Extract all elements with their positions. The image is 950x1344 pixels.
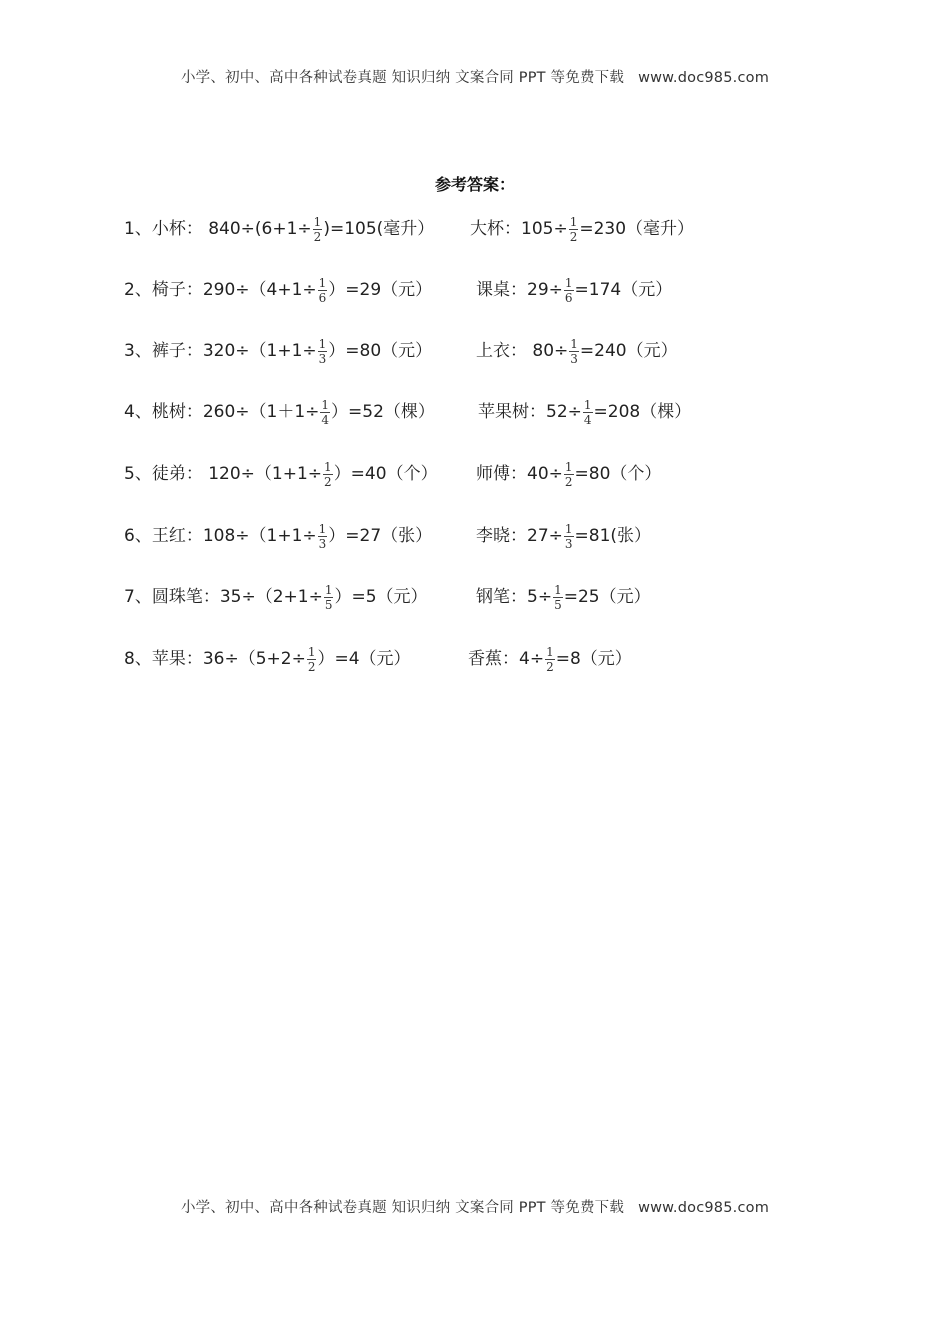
answer-part-b-result: =230（毫升） [579,219,695,239]
answer-part-a-result: ）=5（元） [334,587,428,607]
fraction-denominator: 3 [570,351,578,366]
answer-part-b [478,382,691,442]
fraction-numerator: 1 [324,582,333,597]
fraction-numerator: 1 [313,214,322,229]
fraction [318,337,328,366]
answer-part-b-result: =25（元） [563,587,651,607]
header-site: www.doc985.com [638,70,770,86]
fraction-numerator: 1 [324,459,332,474]
fraction-denominator: 4 [583,412,592,427]
fraction [318,522,328,551]
fraction [569,215,579,244]
fraction [320,398,330,427]
answer-part-a-expression: 8、苹果：36÷（5+2÷ [124,649,306,669]
fraction-numerator: 1 [564,521,573,536]
fraction-denominator: 2 [324,474,332,489]
answer-part-a [124,444,438,504]
page-footer [0,1196,950,1217]
answer-part-b-result: =208（棵） [593,402,692,422]
fraction-numerator: 1 [583,397,592,412]
fraction-numerator: 1 [554,582,562,597]
answer-part-b [476,444,661,504]
answer-part-a [124,567,428,627]
answer-part-b [476,567,651,627]
fraction-denominator: 6 [318,290,327,305]
fraction [569,337,579,366]
answer-part-a-expression: 7、圆珠笔：35÷（2+1÷ [124,587,323,607]
answer-part-b [476,260,672,320]
answer-part-a-expression: 5、徒弟： 120÷（1+1÷ [124,464,323,484]
answer-part-a-result: ）=80（元） [328,341,433,361]
answer-part-b-expression: 钢笔：5÷ [476,587,553,607]
answer-part-b-result: =80（个） [574,464,662,484]
page-header [0,66,950,87]
answer-part-a-result: ）=27（张） [328,526,433,546]
fraction [324,583,334,612]
answer-part-a [124,321,432,381]
answer-part-b-expression: 师傅：40÷ [476,464,563,484]
answer-part-b [476,321,678,381]
answer-part-b [468,629,632,689]
answer-part-b-result: =8（元） [555,649,632,669]
answer-part-b-expression: 上衣： 80÷ [476,341,569,361]
fraction-denominator: 6 [564,290,573,305]
header-text: 小学、初中、高中各种试卷真题 知识归纳 文案合同 PPT 等免费下载 [180,70,625,86]
fraction-denominator: 3 [318,351,327,366]
fraction-denominator: 2 [313,229,322,244]
answer-part-a [124,629,411,689]
answer-part-b-result: =174（元） [574,280,673,300]
fraction [313,215,323,244]
fraction-numerator: 1 [307,644,316,659]
fraction-denominator: 2 [564,474,573,489]
fraction-denominator: 2 [546,659,554,674]
fraction-numerator: 1 [318,521,327,536]
answer-part-b [470,199,694,259]
answer-part-b-expression: 香蕉：4÷ [468,649,545,669]
answer-part-a-result: ）=40（个） [333,464,438,484]
footer-text: 小学、初中、高中各种试卷真题 知识归纳 文案合同 PPT 等免费下载 [180,1200,625,1216]
fraction-denominator: 3 [564,536,573,551]
answer-part-a-result: ）=29（元） [328,280,433,300]
answer-part-b-expression: 课桌：29÷ [476,280,563,300]
answer-part-a-result: ）=4（元） [317,649,411,669]
answer-part-a-expression: 4、桃树：260÷（1＋1÷ [124,402,320,422]
answer-part-a [124,506,432,566]
answer-part-b-expression: 大杯：105÷ [470,219,568,239]
answer-part-b-expression: 苹果树：52÷ [478,402,582,422]
fraction [564,522,574,551]
fraction-numerator: 1 [564,275,573,290]
fraction-numerator: 1 [564,459,573,474]
fraction [545,645,555,674]
answer-part-a [124,382,435,442]
answer-part-b-expression: 李晓：27÷ [476,526,563,546]
answer-part-a [124,260,432,320]
answer-part-a [124,199,434,259]
page-title: 参考答案： [434,175,515,194]
answer-part-b-result: =81(张） [574,526,652,546]
fraction [583,398,593,427]
fraction-denominator: 3 [318,536,327,551]
fraction [318,276,328,305]
fraction-numerator: 1 [546,644,554,659]
fraction-numerator: 1 [569,214,578,229]
fraction-denominator: 5 [324,597,333,612]
answer-part-b-result: =240（元） [579,341,678,361]
footer-site: www.doc985.com [638,1200,770,1216]
fraction [323,460,333,489]
fraction-denominator: 2 [569,229,578,244]
fraction-denominator: 4 [321,412,330,427]
answer-part-a-expression: 2、椅子：290÷（4+1÷ [124,280,317,300]
fraction [564,460,574,489]
answer-part-a-result: ）=52（棵） [331,402,435,422]
answer-part-b [476,506,651,566]
fraction-numerator: 1 [570,336,578,351]
fraction [553,583,563,612]
answer-part-a-expression: 6、王红：108÷（1+1÷ [124,526,317,546]
fraction-denominator: 5 [554,597,562,612]
fraction [307,645,317,674]
answer-part-a-result: )=105(毫升） [323,219,435,239]
fraction-numerator: 1 [318,275,327,290]
answer-part-a-expression: 1、小杯： 840÷(6+1÷ [124,219,312,239]
answer-part-a-expression: 3、裤子：320÷（1+1÷ [124,341,317,361]
fraction-denominator: 2 [307,659,316,674]
fraction-numerator: 1 [318,336,327,351]
fraction [564,276,574,305]
fraction-numerator: 1 [321,397,330,412]
